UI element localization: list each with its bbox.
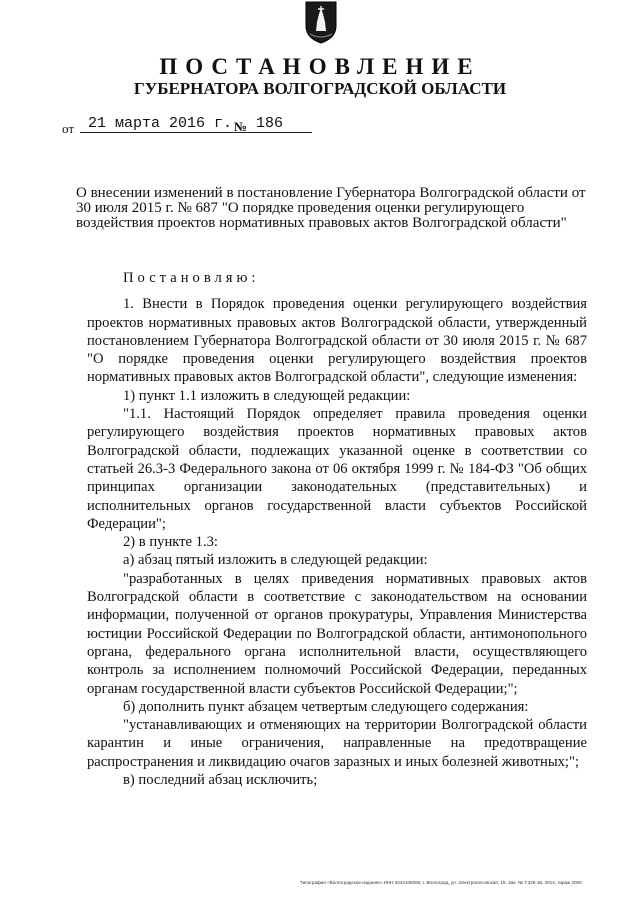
paragraph: а) абзац пятый изложить в следующей редакции: — [123, 552, 428, 569]
document-date: 21 марта 2016 г. — [80, 115, 278, 133]
document-body — [87, 269, 587, 789]
paragraph: в) последний абзац исключить; — [123, 772, 318, 789]
document-issuer: ГУБЕРНАТОРА ВОЛГОГРАДСКОЙ ОБЛАСТИ — [133, 79, 507, 98]
paragraph: "устанавливающих и отменяющих на территории Волгоградской области карантин и иные ограничения, направленные на предотвращение распространения и ликвидацию очагов заразных и иных болезней животных;"; — [87, 717, 587, 770]
paragraph: 1) пункт 1.1 изложить в следующей редакции: — [123, 387, 411, 404]
document-subject: О внесении изменений в постановление Губернатора Волгоградской области от 30 июля 2015 г. № 687 "О порядке проведения оценки регулирующего воздействия проектов нормативных правовых актов Волгоградской области" — [76, 185, 586, 231]
document-title: ПОСТАНОВЛЕНИЕ — [159, 54, 481, 79]
paragraph: 2) в пункте 1.3: — [123, 534, 218, 551]
paragraph: 1. Внести в Порядок проведения оценки регулирующего воздействия проектов нормативных правовых актов Волгоградской области, утвержденный постановлением Губернатора Волгоградской области от 30 июля 2015 г. № 687 "О порядке проведения оценки регулирующего воздействия проектов нормативных правовых актов Волгоградской области", следующие изменения: — [87, 296, 587, 386]
decree-word: Постановляю: — [123, 270, 260, 286]
paragraph: б) дополнить пункт абзацем четвертым следующего содержания: — [123, 698, 529, 715]
coat-of-arms-icon — [304, 0, 338, 44]
number-sign: № — [234, 119, 248, 134]
document-number: 186 — [250, 115, 312, 133]
printer-imprint: Типография «Волгоградское издание» ИНН 3442106090, г. Волгоград, ул. Электролесовская, 19, Зак. № Т.326-18, 2014, тираж 2000 — [300, 880, 582, 885]
date-number-line — [62, 115, 362, 139]
paragraph: "разработанных в целях приведения нормативных правовых актов Волгоградской области в соответствие с законодательством на основании информации, полученной от органов прокуратуры, Управления Министерства юстиции Российской Федерации по Волгоградской области, антимонопольного органа, федерального органа исполнительной власти, осуществляющего контроль за исполнением полномочий Российской Федерации, переданных органам государственной власти субъектов Российской Федерации;"; — [87, 570, 587, 697]
paragraph: "1.1. Настоящий Порядок определяет правила проведения оценки регулирующего воздействия проектов нормативных правовых актов Волгоградской области, подлежащих указанной оценке в соответствии со статьей 26.3-3 Федерального закона от 06 октября 1999 г. № 184-ФЗ "Об общих принципах организации законодательных (представительных) и исполнительных органов государственной власти субъектов Российской Федерации"; — [87, 406, 587, 532]
date-prefix: от — [62, 121, 75, 136]
